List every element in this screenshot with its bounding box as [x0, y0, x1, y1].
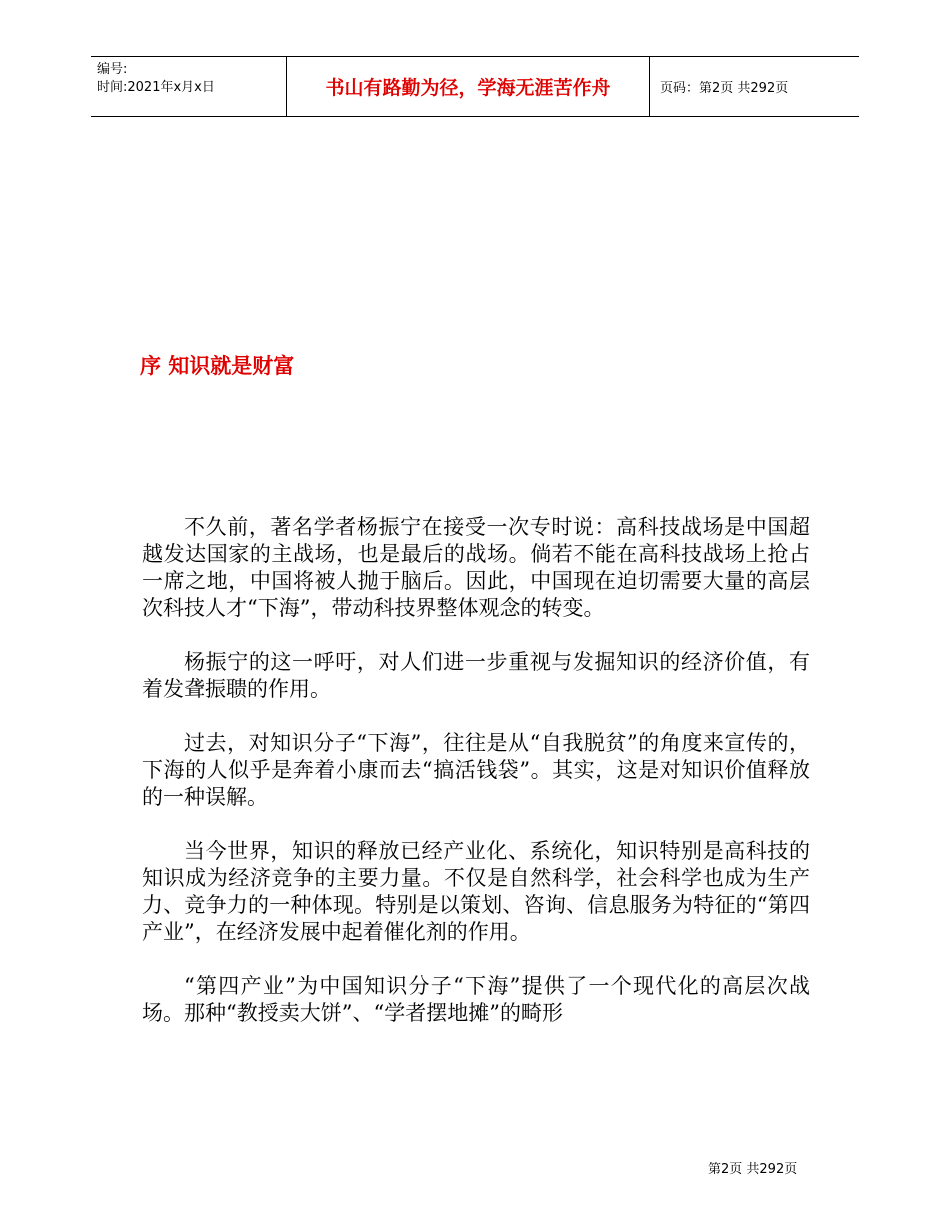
- body-text: [142, 514, 810, 1054]
- section-title: 序 知识就是财富: [140, 354, 295, 378]
- paragraph: 当今世界，知识的释放已经产业化、系统化，知识特别是高科技的知识成为经济竞争的主要力量。不仅是自然科学，社会科学也成为生产力、竞争力的一种体现。特别是以策划、咨询、信息服务为特征的“第四产业”，在经济发展中起着催化剂的作用。: [142, 839, 810, 944]
- header-page-info: 页码：第2页 共292页: [660, 81, 789, 96]
- paragraph: 过去，对知识分子“下海”，往往是从“自我脱贫”的角度来宣传的，下海的人似乎是奔着小康而去“搞活钱袋”。其实，这是对知识价值释放的一种误解。: [142, 731, 810, 809]
- header-meta: [91, 57, 287, 116]
- time-label: 时间:2021年x月x日: [97, 80, 215, 95]
- header-motto: 书山有路勤为径，学海无涯苦作舟: [287, 57, 650, 116]
- paragraph: 杨振宁的这一呼吁，对人们进一步重视与发掘知识的经济价值，有着发聋振聩的作用。: [142, 650, 810, 701]
- paragraph: “第四产业”为中国知识分子“下海”提供了一个现代化的高层次战场。那种“教授卖大饼”、“学者摆地摊”的畸形: [142, 974, 810, 1025]
- page-footer: 第2页 共292页: [708, 1162, 798, 1177]
- serial-label: 编号:: [97, 62, 128, 77]
- page-header: [91, 56, 859, 117]
- paragraph: 不久前，著名学者杨振宁在接受一次专时说：高科技战场是中国超越发达国家的主战场，也是最后的战场。倘若不能在高科技战场上抢占一席之地，中国将被人抛于脑后。因此，中国现在迫切需要大量的高层次科技人才“下海”，带动科技界整体观念的转变。: [142, 515, 810, 620]
